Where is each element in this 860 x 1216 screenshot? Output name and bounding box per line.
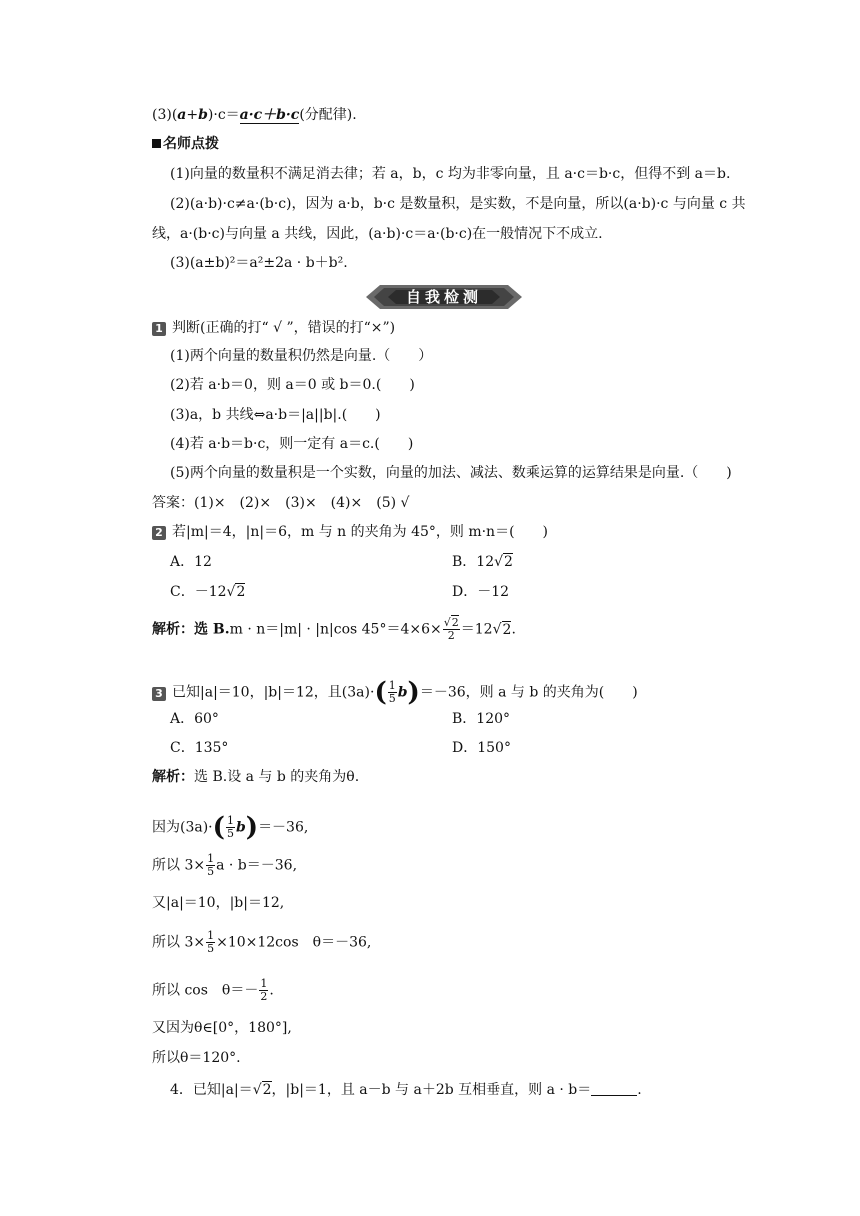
q2-option-c-label: C．－12	[170, 584, 227, 600]
q2-option-c-radicand: 2	[236, 584, 246, 600]
q3-option-d: D．150°	[452, 740, 511, 756]
banner-title: 自我检测	[405, 288, 482, 306]
q4-end: .	[637, 1082, 642, 1098]
tip-3: (3)(a±b)²＝a²±2a · b＋b².	[170, 255, 348, 271]
q1-item-2: (2)若 a·b＝0，则 a＝0 或 b＝0.( )	[170, 377, 415, 393]
q3-solution-line4: 又|a|＝10，|b|＝12,	[152, 895, 285, 911]
q3-solution-line6	[152, 978, 274, 1003]
law-prefix: (3)(	[152, 107, 178, 123]
left-bracket: (	[212, 812, 225, 843]
q3-number-badge: 3	[152, 687, 166, 701]
q2-number-badge: 2	[152, 526, 166, 540]
q3-option-b: B．120°	[452, 711, 511, 727]
q1-number-badge: 1	[152, 322, 166, 336]
square-bullet-icon	[152, 139, 161, 148]
q3-s3-part1: 所以 3×	[152, 857, 206, 874]
q3-frac-numerator: 1	[388, 679, 396, 692]
q2-option-a: A．12	[170, 554, 212, 570]
q3-solution-prefix: 解析：	[152, 769, 194, 785]
q3-solution-1: 选 B.设 a 与 b 的夹角为θ.	[194, 769, 360, 785]
q3-s3-part2: a · b＝－36,	[216, 857, 298, 874]
q3-solution-line3	[152, 853, 297, 878]
q3-s2-fraction	[226, 815, 235, 840]
q1-item-1: (1)两个向量的数量积仍然是向量.（ ）	[170, 348, 433, 364]
q1-answer: 答案：(1)× (2)× (3)× (4)× (5) √	[152, 495, 410, 511]
tips-heading	[152, 134, 219, 154]
left-bracket: (	[374, 677, 387, 708]
q3-stem-fraction	[388, 680, 397, 705]
q3-solution-line2	[152, 812, 309, 843]
q2-fraction-numerator: 2	[451, 616, 459, 629]
q3-s5-part2: ×10×12cos θ＝－36,	[216, 934, 372, 951]
law-plus: +	[186, 107, 199, 123]
q2-option-d: D．－12	[452, 584, 510, 600]
tips-title: 名师点拨	[163, 136, 219, 152]
q2-solution-prefix: 解析：选 B.	[152, 621, 230, 638]
q3-stem-part2: ＝－36，则 a 与 b 的夹角为( )	[419, 684, 638, 701]
q2-option-b-radicand: 2	[504, 554, 513, 570]
law-rhs: a·c＋b·c	[239, 107, 300, 123]
q1-item-5: (5)两个向量的数量积是一个实数，向量的加法、减法、数乘运算的运算结果是向量.（ )	[170, 465, 732, 481]
q3-option-c: C．135°	[170, 740, 229, 756]
tip-2-part2: 线，a·(b·c)与向量 a 共线，因此，(a·b)·c＝a·(b·c)在一般情况下不成立.	[152, 226, 603, 242]
q2-option-b-label: B．12	[452, 554, 495, 570]
q3-s5-numerator: 1	[207, 929, 215, 942]
q3-solution-line8: 所以θ＝120°.	[152, 1050, 241, 1066]
q3-stem-line	[152, 677, 638, 708]
q3-s3-numerator: 1	[207, 852, 215, 865]
q3-s2-denominator: 5	[226, 827, 234, 840]
tip-1: (1)向量的数量积不满足消去律；若 a，b，c 均为非零向量，且 a·c＝b·c，但得不到 a＝b.	[170, 166, 731, 182]
q3-stem-part1: 已知|a|＝10，|b|＝12，且(3a)·	[172, 684, 375, 701]
q2-solution-end: ＝12	[460, 621, 493, 638]
right-bracket: )	[245, 812, 259, 843]
law-suffix: (分配律).	[299, 107, 357, 123]
q1-item-3: (3)a，b 共线⇔a·b＝|a||b|.( )	[170, 407, 381, 423]
q2-fraction-denominator: 2	[447, 629, 455, 642]
q3-s6-numerator: 1	[260, 977, 268, 990]
q4-part1: 4．已知|a|＝	[170, 1082, 253, 1098]
q2-solution-radicand: 2	[502, 621, 512, 638]
q3-vector-b: b	[397, 684, 408, 701]
q2-solution: 解析：选 B.m · n＝|m| · |n|cos 45°＝4×6× $\frac{√2}{2}$ ＝12√2.	[152, 616, 516, 642]
distributive-law-line	[152, 105, 357, 125]
q3-option-a: A．60°	[170, 711, 219, 727]
q4-answer-blank[interactable]	[591, 1081, 637, 1096]
q3-s2-part2: ＝－36,	[258, 819, 309, 836]
q4-radicand: 2	[262, 1082, 272, 1098]
q2-stem-line	[152, 522, 548, 542]
q2-option-b: B．12√2	[452, 554, 513, 570]
q2-solution-fraction: $\frac{√2}{2}$	[443, 616, 459, 642]
q3-solution-line1	[152, 767, 359, 787]
q3-s5-part1: 所以 3×	[152, 934, 206, 951]
self-check-banner	[366, 283, 522, 311]
q3-s6-part1: 所以 cos θ＝－	[152, 982, 259, 999]
q3-s6-part2: .	[269, 982, 274, 999]
q1-stem-line	[152, 318, 395, 338]
law-b: b	[198, 107, 208, 123]
law-a: a	[177, 107, 187, 123]
q1-stem: 判断(正确的打“ √ ”，错误的打“×”)	[172, 320, 396, 336]
q4-line: 4．已知|a|＝√2，|b|＝1，且 a－b 与 a＋2b 互相垂直，则 a · b＝ .	[170, 1082, 642, 1098]
q3-s6-denominator: 2	[260, 990, 268, 1003]
q3-s2-vector-b: b	[235, 819, 246, 836]
q3-s3-denominator: 5	[207, 865, 215, 878]
q1-item-4: (4)若 a·b＝b·c，则一定有 a＝c.( )	[170, 436, 414, 452]
q3-frac-denominator: 5	[388, 692, 396, 705]
q2-option-c: C．－12√2	[170, 584, 246, 600]
q3-solution-line7: 又因为θ∈[0°，180°],	[152, 1020, 292, 1036]
tip-2-part1: (2)(a·b)·c≠a·(b·c)，因为 a·b，b·c 是数量积，是实数，不是向量，所以(a·b)·c 与向量 c 共	[170, 196, 746, 212]
q3-s5-denominator: 5	[207, 942, 215, 955]
q2-solution-body: m · n＝|m| · |n|cos 45°＝4×6×	[229, 621, 442, 638]
q3-s2-numerator: 1	[226, 814, 234, 827]
right-bracket: )	[407, 677, 420, 708]
q3-s3-fraction	[206, 853, 215, 878]
q3-s6-fraction	[259, 978, 268, 1003]
q2-solution-dot: .	[511, 621, 516, 638]
q4-part2: ，|b|＝1，且 a－b 与 a＋2b 互相垂直，则 a · b＝	[271, 1082, 592, 1098]
q2-stem: 若|m|＝4，|n|＝6，m 与 n 的夹角为 45°，则 m·n＝( )	[172, 524, 548, 540]
q3-s5-fraction	[206, 930, 215, 955]
law-dotc: )·c＝	[207, 107, 240, 123]
q3-solution-line5	[152, 930, 371, 955]
q3-s2-part1: 因为(3a)·	[152, 819, 213, 836]
